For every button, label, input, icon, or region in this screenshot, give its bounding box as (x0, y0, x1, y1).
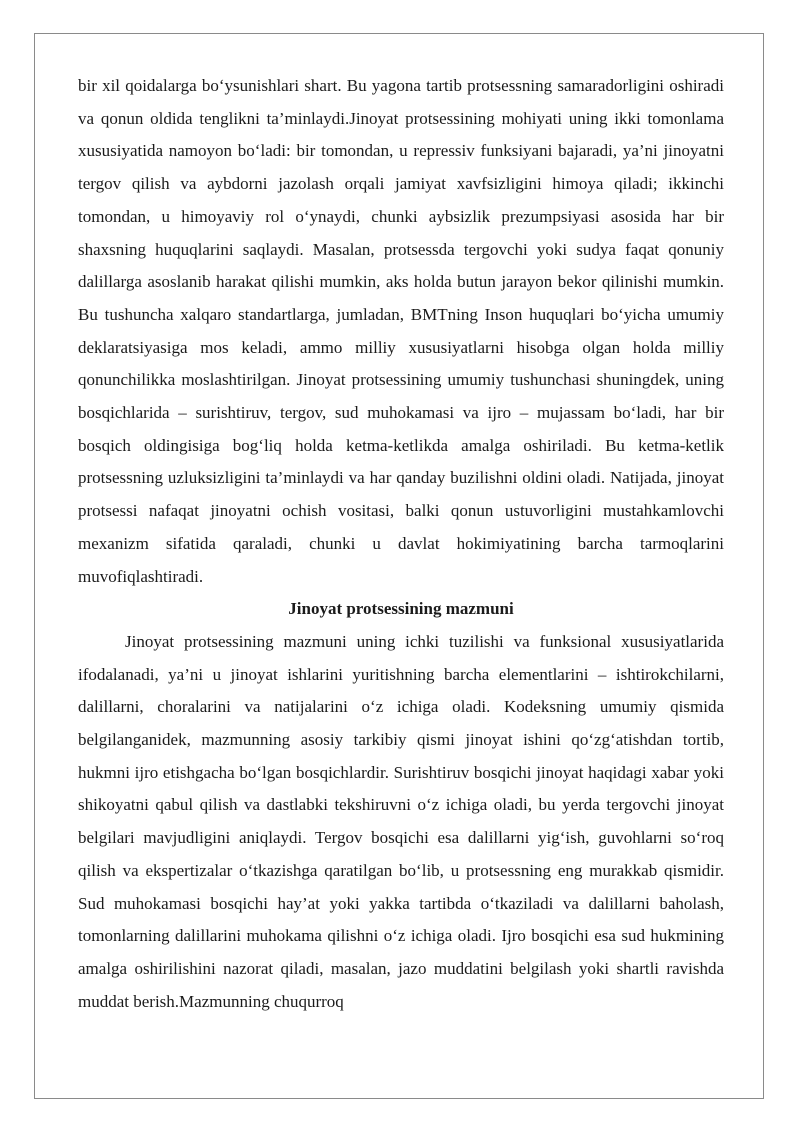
document-body (78, 70, 724, 1018)
section-heading: Jinoyat protsessining mazmuni (288, 599, 514, 619)
paragraph-continued: bir xil qoidalarga bo‘ysunishlari shart. Bu yagona tartib protsessning samaradorligini oshiradi va qonun oldida tenglikni ta’minlaydi.Jinoyat protsessining mohiyati uning ikki tomonlama xususiyatida namoyon bo‘ladi: bir tomondan, u repressiv funksiyani bajaradi, ya’ni jinoyatni tergov qilish va aybdorni jazolash orqali jamiyat xavfsizligini himoya qiladi; ikkinchi tomondan, u himoyaviy rol o‘ynaydi, chunki aybsizlik prezumpsiyasi asosida har bir shaxsning huquqlarini saqlaydi. Masalan, protsessda tergovchi yoki sudya faqat qonuniy dalillarga asoslanib harakat qilishi mumkin, aks holda butun jarayon bekor qilinishi mumkin. Bu tushuncha xalqaro standartlarga, jumladan, BMTning Inson huquqlari bo‘yicha umumiy deklaratsiyasiga mos keladi, ammo milliy xususiyatlarni hisobga olgan holda milliy qonunchilikka moslashtirilgan. Jinoyat protsessining umumiy tushunchasi shuningdek, uning bosqichlarida – surishtiruv, tergov, sud muhokamasi va ijro – mujassam bo‘ladi, har bir bosqich oldingisiga bog‘liq holda ketma-ketlikda amalga oshiriladi. Bu ketma-ketlik protsessning uzluksizligini ta’minlaydi va har qanday buzilishni oldini oladi. Natijada, jinoyat protsessi nafaqat jinoyatni ochish vositasi, balki qonun ustuvorligini mustahkamlovchi mexanizm sifatida qaraladi, chunki u davlat hokimiyatining barcha tarmoqlarini muvofiqlashtiradi. (78, 76, 724, 586)
paragraph-content: Jinoyat protsessining mazmuni uning ichki tuzilishi va funksional xususiyatlarida ifodalanadi, ya’ni u jinoyat ishlarini yuritishning barcha elementlarini – ishtirokchilarni, dalillarni, choralarini va natijalarini o‘z ichiga oladi. Kodeksning umumiy qismida belgilanganidek, mazmunning asosiy tarkibiy qismi jinoyat ishini qo‘zg‘atishdan tortib, hukmni ijro etishgacha bo‘lgan bosqichlardir. Surishtiruv bosqichi jinoyat haqidagi xabar yoki shikoyatni qabul qilish va dastlabki tekshiruvni o‘z ichiga oladi, bu yerda tergovchi jinoyat belgilari mavjudligini aniqlaydi. Tergov bosqichi esa dalillarni yig‘ish, guvohlarni so‘roq qilish va ekspertizalar o‘tkazishga qaratilgan bo‘lib, u protsessning eng murakkab qismidir. Sud muhokamasi bosqichi hay’at yoki yakka tartibda o‘tkaziladi va dalillarni baholash, tomonlarning dalillarini muhokama qilishni o‘z ichiga oladi. Ijro bosqichi esa sud hukmining amalga oshirilishini nazorat qiladi, masalan, jazo muddatini belgilash yoki shartli ravishda muddat berish.Mazmunning chuqurroq (78, 631, 724, 1011)
